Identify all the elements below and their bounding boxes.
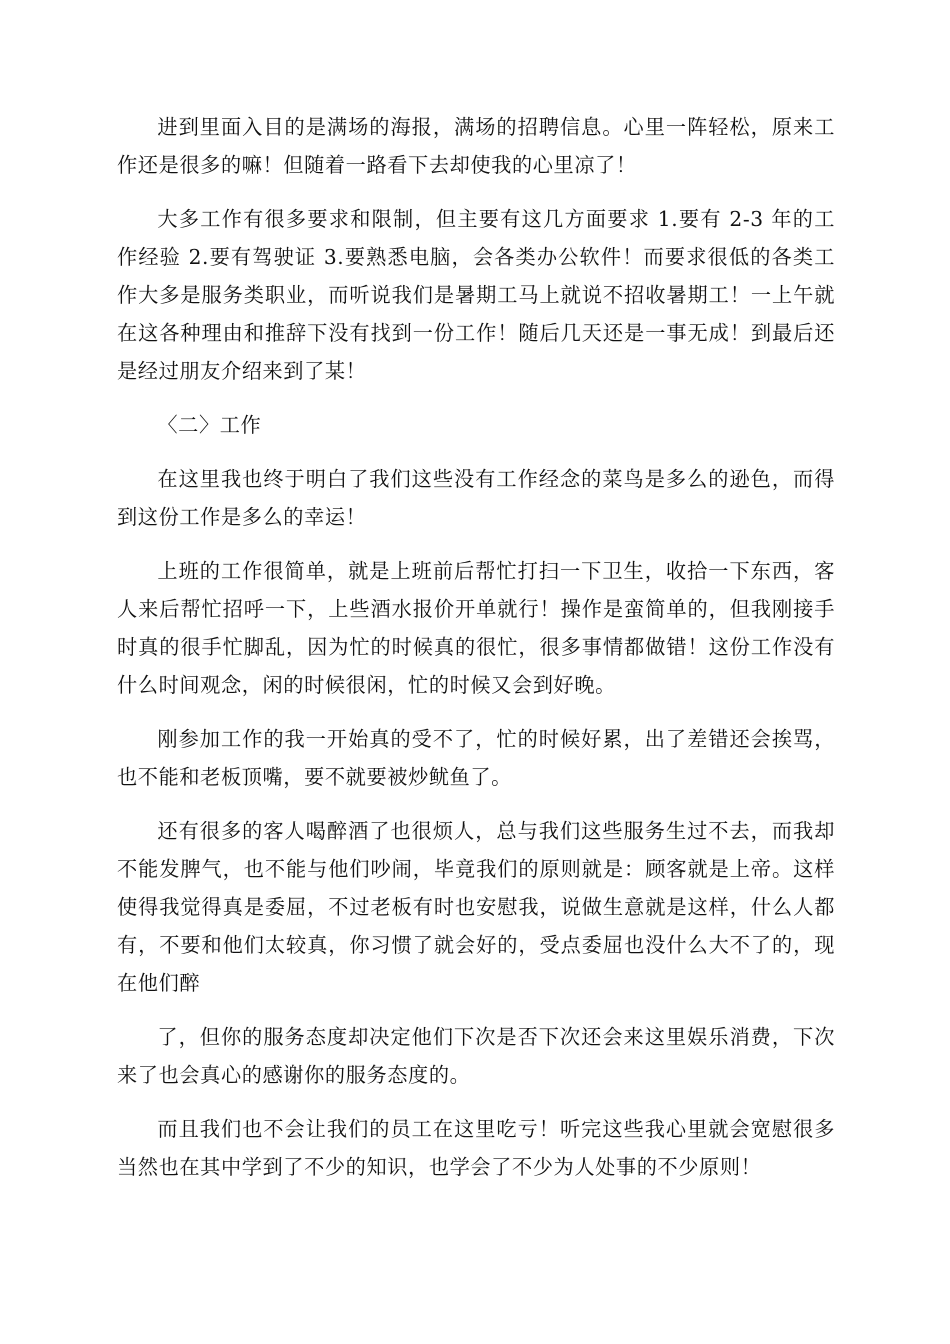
paragraph-7: 了，但你的服务态度却决定他们下次是否下次还会来这里娱乐消费，下次来了也会真心的感谢你的服务态度的。 xyxy=(117,1025,835,1087)
paragraph-1: 进到里面入目的是满场的海报，满场的招聘信息。心里一阵轻松，原来工作还是很多的嘛！但随着一路看下去却使我的心里凉了！ xyxy=(117,115,835,177)
paragraph-4: 上班的工作很简单，就是上班前后帮忙打扫一下卫生，收拾一下东西，客人来后帮忙招呼一下，上些酒水报价开单就行！操作是蛮简单的，但我刚接手时真的很手忙脚乱，因为忙的时候真的很忙，很多事情都做错！这份工作没有什么时间观念，闲的时候很闲，忙的时候又会到好晚。 xyxy=(117,559,835,697)
paragraph-2: 大多工作有很多要求和限制，但主要有这几方面要求 1.要有 2-3 年的工作经验 2.要有驾驶证 3.要熟悉电脑，会各类办公软件！而要求很低的各类工作大多是服务类职业，而听说我们是暑期工马上就说不招收暑期工！一上午就在这各种理由和推辞下没有找到一份工作！随后几天还是一事无成！到最后还是经过朋友介绍来到了某！ xyxy=(117,207,835,383)
paragraph-8: 而且我们也不会让我们的员工在这里吃亏！听完这些我心里就会宽慰很多当然也在其中学到了不少的知识，也学会了不少为人处事的不少原则！ xyxy=(117,1117,835,1179)
paragraph-5: 刚参加工作的我一开始真的受不了，忙的时候好累，出了差错还会挨骂，也不能和老板顶嘴，要不就要被炒鱿鱼了。 xyxy=(117,727,835,789)
paragraph-3: 在这里我也终于明白了我们这些没有工作经念的菜鸟是多么的逊色，而得到这份工作是多么的幸运！ xyxy=(117,467,835,529)
paragraph-6: 还有很多的客人喝醉酒了也很烦人，总与我们这些服务生过不去，而我却不能发脾气，也不能与他们吵闹，毕竟我们的原则就是：顾客就是上帝。这样使得我觉得真是委屈，不过老板有时也安慰我，说做生意就是这样，什么人都有，不要和他们太较真，你习惯了就会好的，受点委屈也没什么大不了的，现在他们醉 xyxy=(117,819,835,995)
document-page xyxy=(117,108,835,1202)
section-heading: 〈二〉工作 xyxy=(157,413,262,437)
